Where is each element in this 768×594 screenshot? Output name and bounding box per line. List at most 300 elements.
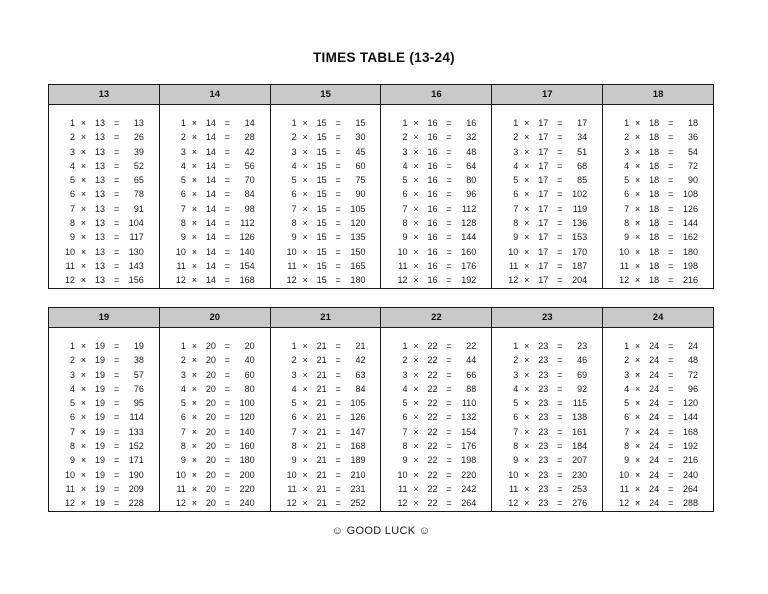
times-sign: ×: [191, 132, 197, 143]
times-sign: ×: [635, 383, 641, 394]
times-sign: ×: [302, 203, 308, 214]
multiplicand: 16: [427, 160, 438, 171]
multiplier: 1: [180, 118, 186, 128]
multiplier: 6: [291, 189, 297, 200]
multiplier: 12: [64, 275, 75, 286]
times-sign: ×: [524, 455, 530, 466]
multiplicand: 19: [94, 341, 105, 351]
column-header-15: 15: [270, 85, 381, 105]
multiplicand: 13: [94, 232, 105, 243]
times-sign: ×: [80, 369, 87, 380]
times-sign: ×: [635, 341, 641, 351]
multiplier: 4: [291, 383, 297, 394]
times-sign: ×: [635, 455, 641, 466]
product: 104: [128, 218, 144, 229]
multiplier: 5: [513, 175, 519, 186]
product: 115: [572, 398, 588, 409]
multiplicand: 16: [427, 232, 438, 243]
multiplicand: 13: [94, 203, 105, 214]
multiplicand: 17: [538, 246, 549, 257]
equals-sign: =: [224, 341, 230, 351]
multiplier: 12: [508, 275, 519, 286]
equation-row: [59, 202, 146, 216]
equation-row: [391, 496, 478, 510]
multiplicand: 18: [649, 203, 660, 214]
multiplier: 11: [176, 483, 186, 494]
equals-sign: =: [557, 275, 563, 286]
multiplier: 2: [69, 355, 75, 366]
multiplicand: 20: [205, 469, 216, 480]
product: 207: [572, 455, 588, 466]
column-cell-17: [492, 105, 603, 289]
multiplier: 5: [624, 175, 630, 186]
product: 189: [350, 455, 366, 466]
equation-row: [281, 159, 368, 173]
product: 144: [461, 232, 477, 243]
multiplier: 3: [180, 369, 186, 380]
times-sign: ×: [635, 232, 641, 243]
equation-row: [391, 453, 478, 467]
equation-row: [502, 425, 589, 439]
equation-row: [502, 216, 589, 230]
equation-row: [170, 339, 257, 353]
times-sign: ×: [413, 369, 419, 380]
multiplicand: 22: [427, 383, 438, 394]
times-sign: ×: [80, 146, 87, 157]
equals-sign: =: [113, 189, 120, 200]
equation-row: [613, 230, 700, 244]
multiplicand: 22: [427, 469, 438, 480]
times-sign: ×: [635, 246, 641, 257]
multiplier: 7: [69, 426, 75, 437]
times-sign: ×: [80, 455, 87, 466]
multiplicand: 16: [427, 260, 438, 271]
equals-sign: =: [113, 398, 120, 409]
equation-row: [281, 245, 368, 259]
multiplier: 5: [69, 175, 75, 186]
multiplier: 1: [291, 341, 297, 351]
equation-row: [613, 273, 700, 287]
equation-row: [281, 130, 368, 144]
multiplicand: 16: [427, 118, 438, 128]
equals-sign: =: [335, 412, 341, 423]
product: 48: [466, 146, 477, 157]
equals-sign: =: [335, 175, 341, 186]
equation-row: [170, 202, 257, 216]
multiplier: 8: [513, 441, 519, 452]
times-sign: ×: [413, 426, 419, 437]
equals-sign: =: [446, 426, 452, 437]
column-cell-19: [49, 328, 160, 512]
product: 140: [239, 246, 255, 257]
equation-row: [613, 339, 700, 353]
product: 90: [355, 189, 366, 200]
equals-sign: =: [446, 146, 452, 157]
times-sign: ×: [80, 383, 87, 394]
multiplicand: 18: [649, 218, 660, 229]
equals-sign: =: [113, 455, 120, 466]
product: 60: [244, 369, 255, 380]
equation-row: [613, 187, 700, 201]
equation-row: [502, 410, 589, 424]
multiplicand: 24: [649, 369, 660, 380]
multiplicand: 21: [316, 383, 327, 394]
product: 34: [577, 132, 588, 143]
multiplier: 9: [513, 455, 519, 466]
equation-row: [281, 339, 368, 353]
product: 15: [355, 118, 366, 128]
equation-row: [59, 453, 146, 467]
product: 180: [239, 455, 255, 466]
equation-row: [502, 159, 589, 173]
equation-row: [391, 368, 478, 382]
product: 216: [682, 275, 698, 286]
times-sign: ×: [524, 175, 530, 186]
equation-row: [391, 396, 478, 410]
multiplicand: 20: [205, 455, 216, 466]
multiplicand: 15: [316, 118, 327, 128]
multiplier: 5: [69, 398, 75, 409]
column-cell-24: [603, 328, 714, 512]
times-sign: ×: [191, 369, 197, 380]
multiplier: 7: [513, 426, 519, 437]
product: 91: [133, 203, 144, 214]
multiplier: 4: [402, 383, 408, 394]
multiplier: 6: [69, 189, 75, 200]
multiplicand: 14: [205, 260, 216, 271]
multiplicand: 20: [205, 341, 216, 351]
equals-sign: =: [113, 355, 120, 366]
multiplier: 8: [180, 218, 186, 229]
times-sign: ×: [191, 260, 197, 271]
times-sign: ×: [302, 132, 308, 143]
multiplicand: 15: [316, 203, 327, 214]
multiplier: 8: [624, 218, 630, 229]
multiplier: 3: [69, 369, 75, 380]
equals-sign: =: [224, 218, 230, 229]
times-sign: ×: [635, 355, 641, 366]
product: 192: [682, 441, 698, 452]
product: 72: [687, 160, 698, 171]
multiplicand: 16: [427, 132, 438, 143]
times-sign: ×: [191, 118, 197, 128]
multiplier: 8: [69, 441, 75, 452]
equation-row: [502, 273, 589, 287]
equals-sign: =: [224, 355, 230, 366]
times-table-block-13-18: [48, 84, 714, 289]
multiplicand: 17: [538, 275, 549, 286]
equation-row: [59, 245, 146, 259]
equals-sign: =: [224, 498, 230, 509]
equation-row: [59, 368, 146, 382]
equation-row: [502, 353, 589, 367]
multiplicand: 22: [427, 455, 438, 466]
multiplier: 10: [397, 469, 408, 480]
equals-sign: =: [224, 275, 230, 286]
equation-row: [613, 368, 700, 382]
equation-row: [281, 273, 368, 287]
column-cell-15: [270, 105, 381, 289]
product: 69: [577, 369, 588, 380]
multiplier: 3: [291, 146, 297, 157]
equation-row: [502, 245, 589, 259]
product: 117: [129, 232, 144, 243]
equals-sign: =: [224, 189, 230, 200]
data-row: [49, 105, 714, 289]
equals-sign: =: [446, 341, 452, 351]
times-sign: ×: [80, 246, 87, 257]
equals-sign: =: [446, 369, 452, 380]
times-sign: ×: [191, 218, 197, 229]
times-sign: ×: [191, 189, 197, 200]
times-sign: ×: [302, 398, 308, 409]
multiplicand: 22: [427, 355, 438, 366]
multiplier: 6: [291, 412, 297, 423]
equals-sign: =: [335, 232, 341, 243]
multiplier: 9: [69, 232, 75, 243]
equals-sign: =: [557, 398, 563, 409]
times-sign: ×: [80, 441, 87, 452]
equals-sign: =: [335, 146, 341, 157]
multiplicand: 23: [538, 341, 549, 351]
equals-sign: =: [557, 260, 563, 271]
multiplier: 10: [397, 246, 408, 257]
equals-sign: =: [224, 412, 230, 423]
product: 30: [355, 132, 366, 143]
product: 114: [129, 412, 144, 423]
equation-row: [281, 259, 368, 273]
product: 54: [687, 146, 698, 157]
times-sign: ×: [191, 412, 197, 423]
equation-row: [170, 159, 257, 173]
product: 45: [355, 146, 366, 157]
equation-row: [281, 368, 368, 382]
equation-row: [391, 339, 478, 353]
multiplier: 10: [175, 246, 186, 257]
column-header-19: 19: [49, 308, 160, 328]
multiplicand: 23: [538, 455, 549, 466]
product: 76: [133, 383, 144, 394]
equals-sign: =: [113, 469, 120, 480]
multiplier: 2: [291, 355, 297, 366]
header-row-block-13-18: [49, 85, 714, 105]
multiplier: 12: [397, 275, 408, 286]
times-table-block-19-24: [48, 307, 714, 512]
times-sign: ×: [635, 469, 641, 480]
multiplier: 3: [624, 146, 630, 157]
equation-row: [170, 145, 257, 159]
product: 112: [461, 203, 477, 214]
equation-row: [59, 439, 146, 453]
good-luck-footer: [48, 525, 714, 537]
equation-row: [502, 382, 589, 396]
multiplier: 12: [508, 498, 519, 509]
multiplicand: 20: [205, 383, 216, 394]
product: 120: [350, 218, 366, 229]
equals-sign: =: [668, 175, 674, 186]
product: 126: [682, 203, 698, 214]
multiplicand: 22: [427, 412, 438, 423]
times-sign: ×: [635, 146, 641, 157]
product: 84: [244, 189, 255, 200]
equals-sign: =: [668, 441, 674, 452]
equation-row: [170, 468, 257, 482]
times-sign: ×: [413, 355, 419, 366]
equals-sign: =: [446, 175, 452, 186]
times-sign: ×: [80, 355, 87, 366]
product: 187: [572, 260, 588, 271]
equation-row: [391, 353, 478, 367]
multiplier: 7: [402, 203, 408, 214]
multiplier: 3: [513, 369, 519, 380]
multiplier: 8: [69, 218, 75, 229]
product: 17: [577, 118, 588, 128]
multiplicand: 24: [649, 455, 660, 466]
equation-row: [502, 468, 589, 482]
equals-sign: =: [224, 369, 230, 380]
times-table-sheet: [48, 84, 714, 537]
multiplicand: 15: [316, 275, 327, 286]
equation-row: [170, 273, 257, 287]
times-sign: ×: [413, 260, 419, 271]
equals-sign: =: [557, 469, 563, 480]
multiplier: 4: [513, 160, 519, 171]
multiplicand: 20: [205, 498, 216, 509]
multiplicand: 20: [205, 398, 216, 409]
multiplicand: 15: [316, 160, 327, 171]
times-sign: ×: [191, 426, 197, 437]
equals-sign: =: [557, 412, 563, 423]
multiplicand: 21: [316, 498, 327, 509]
times-sign: ×: [80, 189, 87, 200]
multiplicand: 24: [649, 398, 660, 409]
equation-row: [391, 230, 478, 244]
equation-row: [59, 396, 146, 410]
equation-row: [502, 173, 589, 187]
page-title: TIMES TABLE (13-24): [313, 50, 455, 65]
equation-row: [59, 159, 146, 173]
times-sign: ×: [524, 398, 530, 409]
product: 40: [244, 355, 255, 366]
equals-sign: =: [557, 483, 563, 494]
multiplicand: 21: [316, 341, 327, 351]
multiplicand: 19: [94, 369, 105, 380]
multiplier: 5: [180, 398, 186, 409]
product: 154: [239, 260, 255, 271]
times-sign: ×: [413, 498, 419, 509]
product: 150: [350, 246, 366, 257]
times-sign: ×: [413, 341, 419, 351]
times-sign: ×: [524, 355, 530, 366]
product: 168: [682, 426, 698, 437]
product: 63: [355, 369, 366, 380]
equals-sign: =: [557, 498, 563, 509]
multiplicand: 18: [649, 160, 660, 171]
equation-row: [170, 482, 257, 496]
times-sign: ×: [524, 246, 530, 257]
equals-sign: =: [668, 218, 674, 229]
multiplicand: 13: [94, 132, 105, 143]
column-header-24: 24: [603, 308, 714, 328]
multiplier: 6: [513, 189, 519, 200]
product: 198: [682, 260, 698, 271]
product: 176: [461, 441, 477, 452]
multiplicand: 21: [316, 441, 327, 452]
multiplicand: 19: [94, 383, 105, 394]
times-sign: ×: [524, 383, 530, 394]
multiplicand: 22: [427, 369, 438, 380]
times-sign: ×: [413, 469, 419, 480]
equals-sign: =: [224, 132, 230, 143]
equation-row: [170, 216, 257, 230]
multiplier: 9: [624, 232, 630, 243]
equals-sign: =: [113, 160, 120, 171]
multiplicand: 23: [538, 383, 549, 394]
product: 70: [244, 175, 255, 186]
product: 28: [244, 132, 255, 143]
equals-sign: =: [113, 246, 120, 257]
multiplier: 11: [65, 483, 75, 494]
equals-sign: =: [557, 203, 563, 214]
multiplicand: 18: [649, 275, 660, 286]
multiplicand: 22: [427, 498, 438, 509]
product: 110: [461, 398, 477, 409]
product: 119: [572, 203, 588, 214]
product: 140: [239, 426, 255, 437]
equals-sign: =: [113, 383, 120, 394]
times-sign: ×: [80, 118, 87, 128]
equation-row: [170, 368, 257, 382]
multiplicand: 16: [427, 146, 438, 157]
multiplier: 8: [624, 441, 630, 452]
multiplier: 11: [65, 260, 75, 271]
equation-row: [281, 453, 368, 467]
equals-sign: =: [335, 118, 341, 128]
product: 184: [572, 441, 588, 452]
product: 72: [687, 369, 698, 380]
times-sign: ×: [524, 275, 530, 286]
multiplicand: 18: [649, 189, 660, 200]
equation-row: [170, 259, 257, 273]
times-sign: ×: [524, 412, 530, 423]
product: 16: [466, 118, 477, 128]
times-sign: ×: [635, 118, 641, 128]
times-sign: ×: [80, 498, 87, 509]
multiplier: 1: [402, 118, 408, 128]
multiplier: 2: [624, 132, 630, 143]
equation-row: [613, 425, 700, 439]
equation-row: [170, 116, 257, 130]
times-sign: ×: [524, 132, 530, 143]
multiplier: 12: [619, 498, 630, 509]
times-sign: ×: [635, 498, 641, 509]
times-sign: ×: [524, 189, 530, 200]
product: 230: [572, 469, 588, 480]
equals-sign: =: [557, 369, 563, 380]
product: 19: [133, 341, 144, 351]
product: 143: [128, 260, 144, 271]
multiplicand: 23: [538, 426, 549, 437]
data-row: [49, 328, 714, 512]
times-sign: ×: [191, 275, 197, 286]
multiplicand: 19: [94, 412, 105, 423]
multiplier: 10: [286, 469, 297, 480]
equals-sign: =: [113, 441, 120, 452]
product: 138: [572, 412, 588, 423]
multiplier: 1: [513, 341, 519, 351]
equals-sign: =: [446, 441, 452, 452]
equation-row: [59, 496, 146, 510]
